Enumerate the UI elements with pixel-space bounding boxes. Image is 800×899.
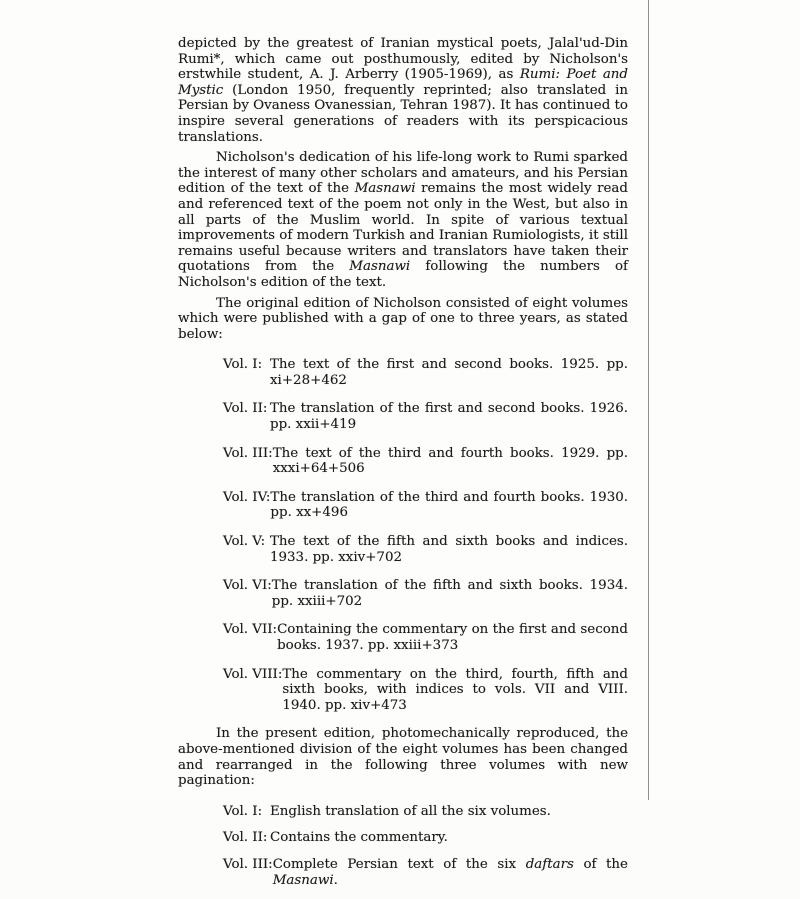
volume-description: The commentary on the third, fourth, fifth and sixth books, with indices to vols. VII and VIII. 1940. pp. xiv+473	[282, 666, 628, 713]
paragraph-nicholson-dedication: Nicholson's dedication of his life-long work to Rumi sparked the interest of many other scholars and amateurs, and his Persian edition of the text of the Masnawi remains the most widely read and referenced text of the poem not only in the West, but also in all parts of the Muslim world. In spite of various textual improvements of modern Turkish and Iranian Rumiologists, it still remains useful because writers and translators have taken their quotations from the Masnawi following the numbers of Nicholson's edition of the text.	[178, 150, 628, 290]
volume-label: Vol. II:	[223, 830, 268, 846]
volume-label: Vol. VIII:	[223, 666, 283, 682]
volume-row	[178, 578, 628, 609]
volume-description: The text of the first and second books. 1925. pp. xi+28+462	[270, 357, 628, 388]
volume-label: Vol. VI:	[223, 578, 272, 594]
volume-description: The translation of the fifth and sixth books. 1934. pp. xxiii+702	[271, 578, 628, 609]
volume-label: Vol. VII:	[223, 622, 278, 638]
volume-label: Vol. III:	[223, 445, 273, 461]
volume-row	[178, 446, 628, 477]
volume-description: The text of the fifth and sixth books and indices. 1933. pp. xxiv+702	[270, 534, 628, 565]
volume-description: Contains the commentary.	[270, 830, 448, 846]
volume-label: Vol. V:	[223, 534, 266, 550]
volume-description: Containing the commentary on the first and second books. 1937. pp. xxiii+373	[277, 622, 628, 653]
volume-row	[178, 534, 628, 565]
volume-description: The translation of the third and fourth books. 1930. pp. xx+496	[270, 489, 628, 521]
volume-label: Vol. I:	[223, 803, 263, 819]
volume-row	[178, 804, 628, 820]
volume-description: Complete Persian text of the six daftars of the Masnawi.	[272, 856, 628, 888]
paragraph-original-edition-intro: The original edition of Nicholson consisted of eight volumes which were published with a gap of one to three years, as stated below:	[178, 295, 628, 342]
volume-row	[178, 667, 628, 714]
volume-row	[178, 830, 628, 846]
volume-row	[178, 401, 628, 432]
volume-description: The translation of the first and second books. 1926. pp. xxii+419	[270, 401, 628, 433]
volume-label: Vol. I:	[223, 357, 263, 373]
text-block	[178, 36, 628, 899]
volume-label: Vol. II:	[223, 401, 268, 417]
volume-list-new-edition	[178, 804, 628, 888]
page-edge-line	[648, 0, 649, 800]
paragraph-present-edition-intro: In the present edition, photomechanically reproduced, the above-mentioned division of the eight volumes has been changed and rearranged in the following three volumes with new pagination:	[178, 726, 628, 789]
paragraph-continuation: depicted by the greatest of Iranian mystical poets, Jalal'ud-Din Rumi*, which came out posthumously, edited by Nicholson's erstwhile student, A. J. Arberry (1905-1969), as Rumi: Poet and Mystic (London 1950, frequently reprinted; also translated in Persian by Ovaness Ovanessian, Tehran 1987). It has continued to inspire several generations of readers with its perspicacious translations.	[178, 36, 628, 145]
volume-label: Vol. III:	[223, 856, 273, 872]
volume-description: English translation of all the six volumes.	[270, 803, 551, 819]
volume-row	[178, 857, 628, 888]
volume-row	[178, 622, 628, 653]
volume-row	[178, 490, 628, 521]
volume-row	[178, 357, 628, 388]
volume-list-original-edition	[178, 357, 628, 713]
volume-label: Vol. IV:	[223, 489, 271, 505]
volume-description: The text of the third and fourth books. 1929. pp. xxxi+64+506	[272, 445, 628, 477]
